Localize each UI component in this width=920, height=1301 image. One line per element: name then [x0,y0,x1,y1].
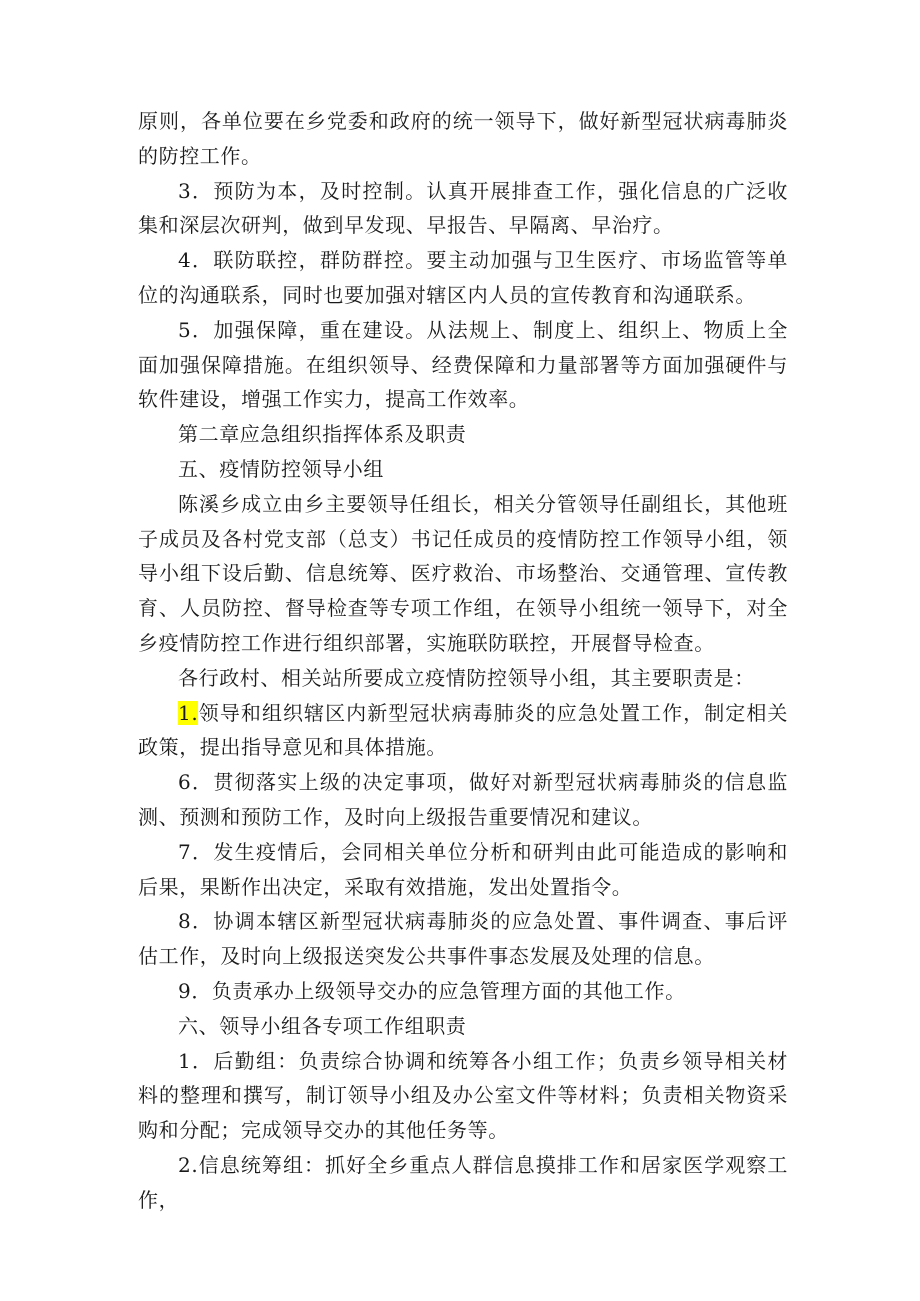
paragraph-text: 陈溪乡成立由乡主要领导任组长，相关分管领导任副组长，其他班子成员及各村党支部（总支）书记任成员的疫情防控工作领导小组，领导小组下设后勤、信息统筹、医疗救治、市场整治、交通管理、宣传教育、人员防控、督导检查等专项工作组，在领导小组统一领导下，对全乡疫情防控工作进行组织部署，实施联防联控，开展督导检查。 [138,491,788,655]
paragraph [138,174,788,244]
paragraph [138,765,788,835]
paragraph [138,835,788,905]
paragraph-text: 8．协调本辖区新型冠状病毒肺炎的应急处置、事件调查、事后评估工作，及时向上级报送突发公共事件事态发展及处理的信息。 [138,909,788,969]
paragraph-text: 7．发生疫情后，会同相关单位分析和研判由此可能造成的影响和后果，果断作出决定，采取有效措施，发出处置指令。 [138,839,788,899]
document-body [138,104,788,1218]
paragraph-text: 4．联防联控，群防群控。要主动加强与卫生医疗、市场监管等单位的沟通联系，同时也要加强对辖区内人员的宣传教育和沟通联系。 [138,248,788,307]
paragraph-text: 2.信息统筹组：抓好全乡重点人群信息摸排工作和居家医学观察工作， [138,1152,788,1212]
paragraph [138,313,788,417]
paragraph-text: 5．加强保障，重在建设。从法规上、制度上、组织上、物质上全面加强保障措施。在组织领导、经费保障和力量部署等方面加强硬件与软件建设，增强工作实力，提高工作效率。 [138,317,788,412]
paragraph [138,487,788,661]
paragraph-text: 3．预防为本，及时控制。认真开展排查工作，强化信息的广泛收集和深层次研判，做到早发现、早报告、早隔离、早治疗。 [138,178,788,238]
chapter-heading [138,417,788,452]
highlighted-number: 1. [178,700,199,725]
paragraph [138,661,788,696]
paragraph [138,1044,788,1148]
paragraph [138,904,788,974]
paragraph-text: 1．后勤组：负责综合协调和统筹各小组工作；负责乡领导相关材料的整理和撰写，制订领导小组及办公室文件等材料；负责相关物资采购和分配；完成领导交办的其他任务等。 [138,1048,788,1143]
paragraph [138,974,788,1009]
paragraph-text: 原则，各单位要在乡党委和政府的统一领导下，做好新型冠状病毒肺炎的防控工作。 [138,109,788,168]
section-heading-text: 六、领导小组各专项工作组职责 [178,1013,467,1038]
section-heading-text: 五、疫情防控领导小组 [178,456,384,481]
paragraph [138,696,788,766]
paragraph-text: 各行政村、相关站所要成立疫情防控领导小组，其主要职责是： [178,665,755,690]
section-heading [138,452,788,487]
chapter-heading-text: 第二章应急组织指挥体系及职责 [178,422,467,447]
paragraph-text: 6．贯彻落实上级的决定事项，做好对新型冠状病毒肺炎的信息监测、预测和预防工作，及时向上级报告重要情况和建议。 [138,770,788,829]
paragraph [138,243,788,313]
paragraph [138,104,788,174]
paragraph-text: 9．负责承办上级领导交办的应急管理方面的其他工作。 [178,978,686,1003]
paragraph-text: 领导和组织辖区内新型冠状病毒肺炎的应急处置工作，制定相关政策，提出指导意见和具体措施。 [138,700,788,760]
section-heading [138,1009,788,1044]
paragraph [138,1148,788,1218]
